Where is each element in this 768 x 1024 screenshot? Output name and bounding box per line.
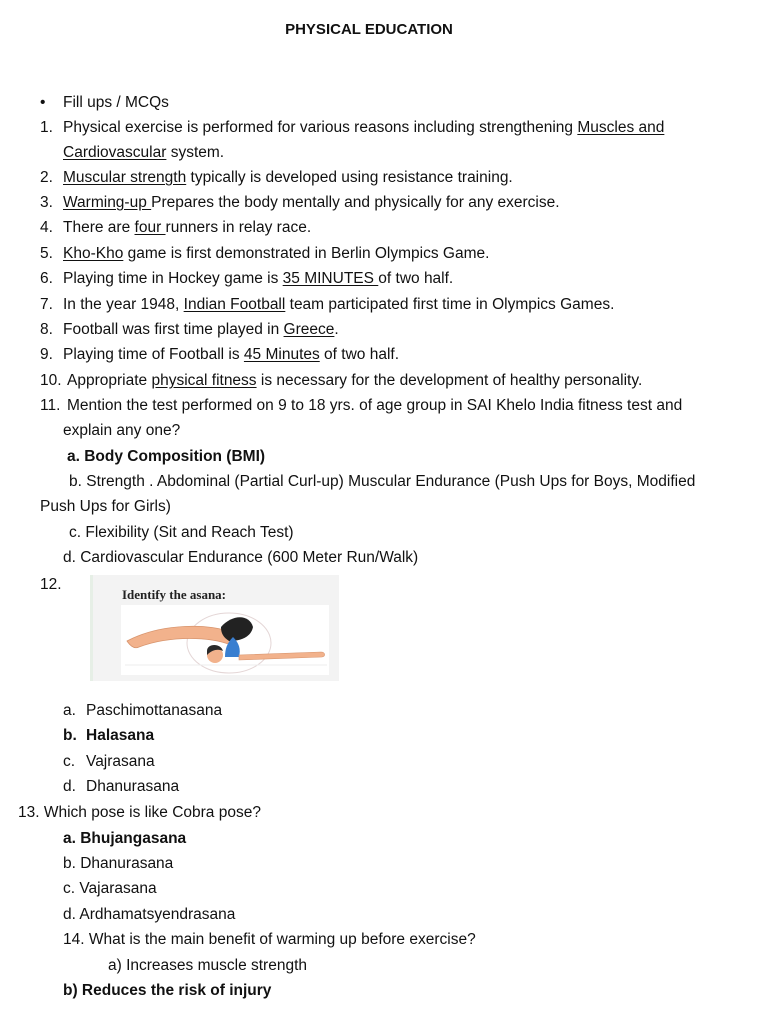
asana-figure	[90, 575, 339, 681]
list-item	[40, 320, 339, 340]
question-text: is necessary for the development of healthy personality.	[256, 372, 643, 389]
item-number: 11.	[40, 397, 61, 414]
question-text: system.	[166, 144, 225, 161]
asana-pose-icon	[121, 605, 329, 675]
question-text: Playing time of Football is	[63, 346, 244, 363]
list-item	[40, 218, 312, 238]
list-item	[40, 396, 683, 416]
option-a: a. Paschimottanasana	[63, 702, 223, 719]
section-label: Fill ups / MCQs	[63, 94, 169, 111]
question-text: team participated first time in Olympics Games.	[285, 296, 615, 313]
answer-blank: Kho-Kho	[63, 245, 124, 262]
list-item	[40, 295, 615, 315]
question-text: Football was first time played in	[63, 321, 284, 338]
figure-title: Identify the asana:	[122, 587, 227, 602]
item-number: 5.	[40, 245, 53, 262]
option-c: c. Flexibility (Sit and Reach Test)	[69, 524, 294, 541]
item-number: 6.	[40, 270, 53, 287]
question-text: In the year 1948,	[63, 296, 184, 313]
list-item	[40, 244, 490, 264]
item-number: 7.	[40, 296, 53, 313]
option-d: d. Dhanurasana	[63, 778, 180, 795]
item-number: 12.	[40, 576, 62, 593]
option-b-continuation: Push Ups for Girls)	[40, 498, 171, 515]
list-item-continuation	[63, 143, 224, 163]
answer-blank: Muscular strength	[63, 169, 187, 186]
answer-blank: Indian Football	[183, 296, 286, 313]
option-a: a) Increases muscle strength	[108, 957, 308, 974]
list-item	[40, 193, 560, 213]
question-text: runners in relay race.	[165, 219, 312, 236]
question-text: 14. What is the main benefit of warming up before exercise?	[63, 931, 476, 948]
question-text: game is first demonstrated in Berlin Olympics Game.	[123, 245, 490, 262]
question-text: .	[334, 321, 339, 338]
option-d: d. Ardhamatsyendrasana	[63, 906, 236, 923]
item-number: 2.	[40, 169, 53, 186]
list-item	[40, 168, 513, 188]
answer-blank: Greece	[283, 321, 335, 338]
option-c: c. Vajrasana	[63, 753, 155, 770]
question-text: of two half.	[378, 270, 454, 287]
page-title: PHYSICAL EDUCATION	[285, 21, 453, 38]
option-b: b) Reduces the risk of injury	[63, 982, 272, 999]
option-a: a. Bhujangasana	[63, 830, 187, 847]
option-b: b. Strength . Abdominal (Partial Curl-up) Muscular Endurance (Push Ups for Boys, Modified	[69, 473, 696, 490]
question-text: Appropriate	[67, 372, 152, 389]
option-c: c. Vajarasana	[63, 880, 157, 897]
item-number: 3.	[40, 194, 53, 211]
list-item	[40, 269, 454, 289]
answer-blank: physical fitness	[151, 372, 257, 389]
question-text: Prepares the body mentally and physically for any exercise.	[151, 194, 560, 211]
option-b: b. Dhanurasana	[63, 855, 174, 872]
question-text: There are	[63, 219, 135, 236]
answer-blank: 45 Minutes	[243, 346, 320, 363]
question-text: Mention the test performed on 9 to 18 yrs. of age group in SAI Khelo India fitness test and	[67, 397, 683, 414]
option-d: d. Cardiovascular Endurance (600 Meter Run/Walk)	[63, 549, 419, 566]
answer-blank: Cardiovascular	[63, 144, 167, 161]
answer-blank: four	[134, 219, 166, 236]
answer-blank: 35 MINUTES	[282, 270, 379, 287]
question-text: typically is developed using resistance training.	[186, 169, 513, 186]
answer-blank: Warming-up	[63, 194, 152, 211]
item-number: 9.	[40, 346, 53, 363]
answer-blank: Muscles and	[577, 119, 665, 136]
question-text: Physical exercise is performed for various reasons including strengthening	[63, 119, 578, 136]
option-a: a. Body Composition (BMI)	[67, 448, 266, 465]
question-text: of two half.	[319, 346, 400, 363]
list-item	[40, 118, 665, 138]
bullet-icon: •	[40, 94, 46, 111]
question-text-continuation: explain any one?	[63, 422, 181, 439]
halasana-illustration	[121, 605, 329, 675]
item-number: 4.	[40, 219, 53, 236]
item-number: 1.	[40, 119, 53, 136]
item-number: 10.	[40, 372, 62, 389]
list-item	[40, 345, 400, 365]
item-number: 8.	[40, 321, 53, 338]
list-item	[40, 371, 643, 391]
option-b: b. Halasana	[63, 727, 155, 744]
question-text: 13. Which pose is like Cobra pose?	[18, 804, 261, 821]
question-text: Playing time in Hockey game is	[63, 270, 283, 287]
